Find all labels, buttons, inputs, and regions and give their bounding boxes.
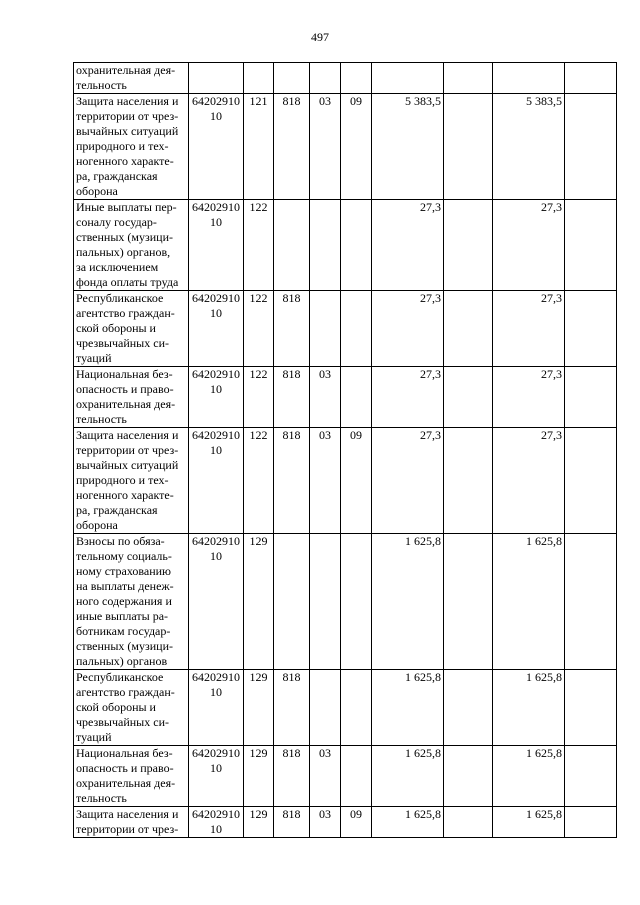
row-name-cell [74, 291, 189, 367]
target-article-cell-line: 10 [210, 761, 222, 775]
amount-col8-cell [444, 94, 493, 200]
section-cell [310, 534, 341, 670]
amount-col9-cell: 1 625,8 [493, 746, 565, 807]
row-name-cell-line: туаций [76, 730, 112, 744]
grbs-cell: 818 [274, 807, 310, 838]
row-name-cell-line: тельность [76, 78, 127, 92]
amount-col10-cell [565, 534, 617, 670]
expense-type-cell: 122 [244, 291, 274, 367]
total-amount-cell: 27,3 [372, 367, 444, 428]
expense-type-cell: 122 [244, 428, 274, 534]
amount-col9-cell: 1 625,8 [493, 670, 565, 746]
row-name-cell [74, 63, 189, 94]
target-article-cell-line: 10 [210, 215, 222, 229]
row-name-cell-line: ботникам государ- [76, 624, 171, 638]
target-article-cell [189, 291, 244, 367]
row-name-cell-line: Иные выплаты пер- [76, 200, 177, 214]
target-article-cell-line: 64202910 [192, 670, 240, 684]
row-name-cell-line: фонда оплаты труда [76, 275, 179, 289]
total-amount-cell: 27,3 [372, 200, 444, 291]
row-name-cell-line: вычайных ситуаций [76, 458, 179, 472]
subsection-cell [341, 367, 372, 428]
row-name-cell [74, 534, 189, 670]
amount-col9-cell: 5 383,5 [493, 94, 565, 200]
row-name-cell-line: территории от чрез- [76, 443, 179, 457]
grbs-cell: 818 [274, 428, 310, 534]
table-row [74, 63, 617, 94]
target-article-cell-line: 10 [210, 822, 222, 836]
row-name-cell-line: туаций [76, 351, 112, 365]
grbs-cell: 818 [274, 94, 310, 200]
target-article-cell [189, 63, 244, 94]
subsection-cell: 09 [341, 807, 372, 838]
row-name-cell-line: территории от чрез- [76, 109, 179, 123]
row-name-cell-line: вычайных ситуаций [76, 124, 179, 138]
total-amount-cell: 27,3 [372, 428, 444, 534]
subsection-cell [341, 63, 372, 94]
table-row [74, 291, 617, 367]
row-name-cell-line: Республиканское [76, 291, 164, 305]
row-name-cell-line: ного содержания и [76, 594, 172, 608]
row-name-cell-line: ственных (музици- [76, 230, 173, 244]
row-name-cell-line: Взносы по обяза- [76, 534, 165, 548]
row-name-cell-line: оборона [76, 518, 118, 532]
expense-type-cell: 129 [244, 534, 274, 670]
table-row [74, 367, 617, 428]
amount-col10-cell [565, 94, 617, 200]
row-name-cell-line: иные выплаты ра- [76, 609, 169, 623]
row-name-cell-line: агентство граждан- [76, 685, 175, 699]
row-name-cell-line: ской обороны и [76, 321, 156, 335]
target-article-cell-line: 64202910 [192, 534, 240, 548]
table-row [74, 200, 617, 291]
expense-type-cell: 129 [244, 807, 274, 838]
budget-table [73, 62, 617, 838]
page-number: 497 [311, 30, 329, 44]
subsection-cell [341, 534, 372, 670]
target-article-cell [189, 807, 244, 838]
target-article-cell [189, 670, 244, 746]
row-name-cell-line: ра, гражданская [76, 169, 158, 183]
subsection-cell [341, 670, 372, 746]
grbs-cell: 818 [274, 670, 310, 746]
grbs-cell [274, 200, 310, 291]
target-article-cell-line: 10 [210, 382, 222, 396]
row-name-cell-line: тельность [76, 791, 127, 805]
target-article-cell-line: 64202910 [192, 746, 240, 760]
target-article-cell-line: 64202910 [192, 291, 240, 305]
table-row [74, 670, 617, 746]
table-row [74, 534, 617, 670]
section-cell [310, 670, 341, 746]
expense-type-cell: 122 [244, 200, 274, 291]
row-name-cell-line: охранительная дея- [76, 63, 176, 77]
row-name-cell-line: тельность [76, 412, 127, 426]
row-name-cell-line: опасность и право- [76, 382, 174, 396]
table-body [74, 63, 617, 838]
target-article-cell [189, 746, 244, 807]
row-name-cell-line: ра, гражданская [76, 503, 158, 517]
row-name-cell-line: ской обороны и [76, 700, 156, 714]
row-name-cell-line: ногенного характе- [76, 154, 174, 168]
row-name-cell [74, 807, 189, 838]
total-amount-cell: 5 383,5 [372, 94, 444, 200]
amount-col10-cell [565, 428, 617, 534]
amount-col9-cell: 27,3 [493, 428, 565, 534]
row-name-cell-line: Защита населения и [76, 94, 179, 108]
expense-type-cell [244, 63, 274, 94]
total-amount-cell: 27,3 [372, 291, 444, 367]
target-article-cell [189, 200, 244, 291]
amount-col8-cell [444, 63, 493, 94]
row-name-cell-line: за исключением [76, 260, 159, 274]
row-name-cell-line: чрезвычайных си- [76, 715, 169, 729]
amount-col8-cell [444, 807, 493, 838]
section-cell: 03 [310, 367, 341, 428]
target-article-cell-line: 10 [210, 109, 222, 123]
grbs-cell [274, 63, 310, 94]
section-cell [310, 200, 341, 291]
amount-col9-cell [493, 63, 565, 94]
row-name-cell-line: территории от чрез- [76, 822, 179, 836]
grbs-cell: 818 [274, 746, 310, 807]
target-article-cell [189, 367, 244, 428]
target-article-cell [189, 94, 244, 200]
target-article-cell-line: 10 [210, 685, 222, 699]
table-row [74, 428, 617, 534]
amount-col8-cell [444, 670, 493, 746]
target-article-cell-line: 64202910 [192, 428, 240, 442]
row-name-cell [74, 94, 189, 200]
target-article-cell-line: 10 [210, 443, 222, 457]
row-name-cell-line: природного и тех- [76, 139, 169, 153]
table-row [74, 746, 617, 807]
row-name-cell-line: Республиканское [76, 670, 164, 684]
table-row [74, 94, 617, 200]
row-name-cell-line: пальных) органов [76, 654, 168, 668]
row-name-cell-line: соналу государ- [76, 215, 157, 229]
total-amount-cell: 1 625,8 [372, 670, 444, 746]
amount-col10-cell [565, 63, 617, 94]
row-name-cell-line: Защита населения и [76, 428, 179, 442]
amount-col8-cell [444, 200, 493, 291]
target-article-cell [189, 428, 244, 534]
grbs-cell [274, 534, 310, 670]
row-name-cell-line: пальных) органов, [76, 245, 171, 259]
row-name-cell-line: оборона [76, 184, 118, 198]
row-name-cell-line: Национальная без- [76, 367, 173, 381]
row-name-cell-line: ногенного характе- [76, 488, 174, 502]
row-name-cell [74, 200, 189, 291]
grbs-cell: 818 [274, 291, 310, 367]
expense-type-cell: 121 [244, 94, 274, 200]
amount-col10-cell [565, 746, 617, 807]
subsection-cell [341, 746, 372, 807]
row-name-cell-line: опасность и право- [76, 761, 174, 775]
amount-col9-cell: 27,3 [493, 367, 565, 428]
row-name-cell [74, 367, 189, 428]
section-cell: 03 [310, 807, 341, 838]
row-name-cell-line: ственных (музици- [76, 639, 173, 653]
row-name-cell-line: охранительная дея- [76, 776, 176, 790]
table-row [74, 807, 617, 838]
expense-type-cell: 122 [244, 367, 274, 428]
row-name-cell [74, 746, 189, 807]
row-name-cell-line: Национальная без- [76, 746, 173, 760]
grbs-cell: 818 [274, 367, 310, 428]
total-amount-cell: 1 625,8 [372, 746, 444, 807]
amount-col9-cell: 27,3 [493, 291, 565, 367]
amount-col8-cell [444, 291, 493, 367]
total-amount-cell [372, 63, 444, 94]
subsection-cell: 09 [341, 428, 372, 534]
expense-type-cell: 129 [244, 746, 274, 807]
row-name-cell-line: Защита населения и [76, 807, 179, 821]
subsection-cell [341, 200, 372, 291]
amount-col9-cell: 1 625,8 [493, 534, 565, 670]
amount-col9-cell: 1 625,8 [493, 807, 565, 838]
amount-col10-cell [565, 367, 617, 428]
amount-col8-cell [444, 428, 493, 534]
target-article-cell-line: 64202910 [192, 367, 240, 381]
row-name-cell-line: охранительная дея- [76, 397, 176, 411]
row-name-cell [74, 428, 189, 534]
total-amount-cell: 1 625,8 [372, 534, 444, 670]
section-cell: 03 [310, 428, 341, 534]
target-article-cell-line: 10 [210, 549, 222, 563]
amount-col10-cell [565, 291, 617, 367]
amount-col10-cell [565, 807, 617, 838]
target-article-cell-line: 64202910 [192, 200, 240, 214]
amount-col8-cell [444, 746, 493, 807]
section-cell [310, 291, 341, 367]
amount-col9-cell: 27,3 [493, 200, 565, 291]
target-article-cell-line: 10 [210, 306, 222, 320]
target-article-cell-line: 64202910 [192, 94, 240, 108]
amount-col8-cell [444, 534, 493, 670]
amount-col8-cell [444, 367, 493, 428]
amount-col10-cell [565, 200, 617, 291]
section-cell: 03 [310, 94, 341, 200]
row-name-cell-line: ному страхованию [76, 564, 172, 578]
row-name-cell-line: тельному социаль- [76, 549, 172, 563]
amount-col10-cell [565, 670, 617, 746]
target-article-cell [189, 534, 244, 670]
section-cell: 03 [310, 746, 341, 807]
row-name-cell-line: природного и тех- [76, 473, 169, 487]
row-name-cell-line: чрезвычайных си- [76, 336, 169, 350]
row-name-cell-line: агентство граждан- [76, 306, 175, 320]
total-amount-cell: 1 625,8 [372, 807, 444, 838]
section-cell [310, 63, 341, 94]
subsection-cell [341, 291, 372, 367]
expense-type-cell: 129 [244, 670, 274, 746]
row-name-cell-line: на выплаты денеж- [76, 579, 174, 593]
target-article-cell-line: 64202910 [192, 807, 240, 821]
subsection-cell: 09 [341, 94, 372, 200]
row-name-cell [74, 670, 189, 746]
